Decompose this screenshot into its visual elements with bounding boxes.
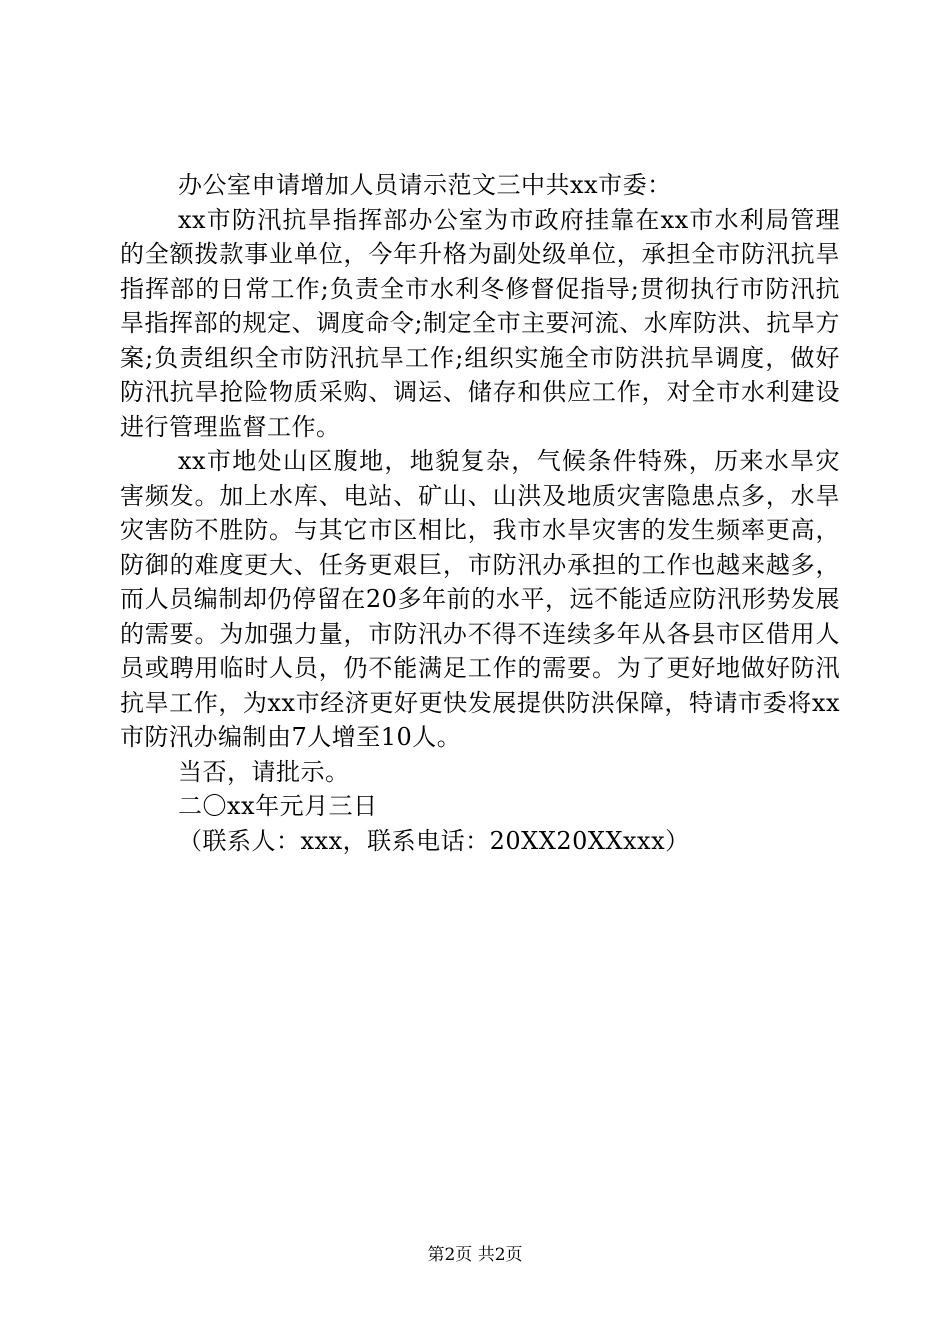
- body-paragraph-1: xx市防汛抗旱指挥部办公室为市政府挂靠在xx市水利局管理的全额拨款事业单位，今年升格为副处级单位，承担全市防汛抗旱指挥部的日常工作;负责全市水利冬修督促指导;贯彻执行市防汛抗旱指挥部的规定、调度命令;制定全市主要河流、水库防洪、抗旱方案;负责组织全市防汛抗旱工作;组织实施全市防洪抗旱调度，做好防汛抗旱抢险物质采购、调运、储存和供应工作，对全市水利建设进行管理监督工作。: [120, 205, 840, 441]
- page-footer: [0, 1244, 950, 1266]
- contact-line: （联系人：xxx，联系电话：20XX20XXxxx）: [178, 826, 690, 855]
- document-heading-line: 办公室申请增加人员请示范文三中共xx市委：: [178, 171, 672, 199]
- body-paragraph-2: xx市地处山区腹地，地貌复杂，气候条件特殊，历来水旱灾害频发。加上水库、电站、矿山、山洪及地质灾害隐患点多，水旱灾害防不胜防。与其它市区相比，我市水旱灾害的发生频率更高，防御的难度更大、任务更艰巨，市防汛办承担的工作也越来越多，而人员编制却仍停留在20多年前的水平，远不能适应防汛形势发展的需要。为加强力量，市防汛办不得不连续多年从各县市区借用人员或聘用临时人员，仍不能满足工作的需要。为了更好地做好防汛抗旱工作，为xx市经济更好更快发展提供防洪保障，特请市委将xx市防汛办编制由7人增至10人。: [120, 447, 840, 751]
- page-number: 第2页 共2页: [427, 1245, 523, 1265]
- closing-line: 当否，请批示。: [178, 757, 350, 786]
- document-body: [120, 168, 840, 858]
- date-line: 二〇xx年元月三日: [178, 792, 378, 820]
